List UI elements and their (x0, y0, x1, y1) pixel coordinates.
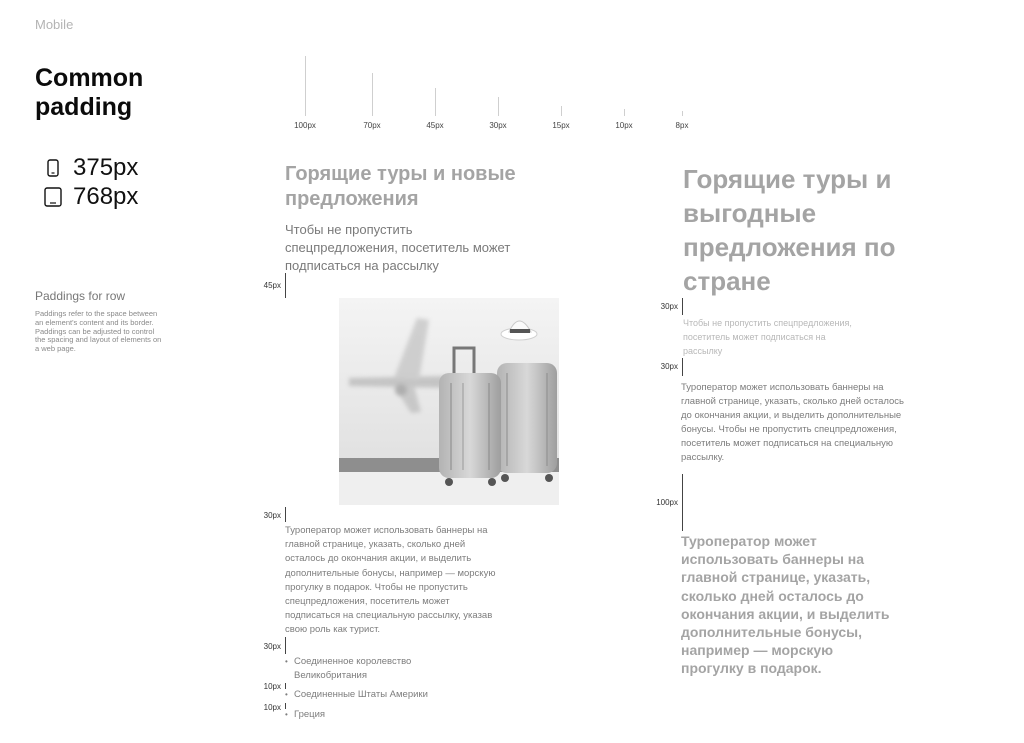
list-item (285, 708, 325, 722)
spacing-label: 10px (263, 682, 281, 691)
list-item-text: Соединенное королевство Великобритания (294, 656, 412, 681)
list-item (285, 688, 428, 702)
travel-suitcase-image (339, 298, 559, 505)
section-tag: Mobile (35, 17, 74, 32)
page-title: Common padding (35, 64, 144, 121)
spacing-marker (682, 358, 683, 376)
scale-label: 15px (552, 121, 570, 130)
tablet-large-text: Туроператор может использовать баннеры на главной странице, указать, сколько дней осталось до окончания акции, и выделить дополнительные бонусы, например — морскую прогулку в подарок. (681, 533, 890, 677)
spacing-marker (285, 507, 286, 522)
scale-label: 30px (489, 121, 507, 130)
scale-label: 8px (675, 121, 689, 130)
spacing-label: 30px (660, 362, 678, 371)
spacing-label: 30px (263, 642, 281, 651)
tablet-subheading: Чтобы не пропустить спецпредложения, посетитель может подписаться на рассылку (683, 318, 852, 356)
scale-label: 70px (363, 121, 381, 130)
scale-bar-30 (498, 97, 499, 116)
scale-bar-8 (682, 111, 683, 116)
spacing-label: 30px (263, 511, 281, 520)
scale-bar-70 (372, 73, 373, 116)
suitcase-illustration (339, 298, 559, 505)
scale-label: 45px (426, 121, 444, 130)
spacing-label: 100px (656, 498, 678, 507)
tablet-heading: Горящие туры и выгодные предложения по стране (683, 164, 896, 296)
tablet-icon (43, 187, 63, 207)
scale-bar-15 (561, 106, 562, 116)
spacing-label: 30px (660, 302, 678, 311)
spacing-marker (285, 637, 286, 654)
list-item (285, 655, 445, 683)
spacing-label: 45px (263, 281, 281, 290)
phone-icon (43, 158, 63, 178)
spacing-marker (682, 474, 683, 531)
spacing-marker (285, 273, 286, 298)
list-item-text: Соединенные Штаты Америки (294, 689, 428, 700)
scale-bar-45 (435, 88, 436, 116)
bullet-icon: • (285, 690, 288, 699)
bullet-icon: • (285, 657, 288, 666)
mobile-subheading: Чтобы не пропустить спецпредложения, посетитель может подписаться на рассылку (285, 222, 511, 273)
row-paddings-title: Paddings for row (35, 289, 126, 303)
spacing-label: 10px (263, 703, 281, 712)
scale-label: 100px (294, 121, 316, 130)
mobile-body-text: Туроператор может использовать баннеры на главной странице, указать, сколько дней осталось до окончания акции, и выделить дополнительные бонусы, например — морскую прогулку в подарок. Чтобы не пропустить спецпредложения, посетитель может подписаться на специальную рассылку, указав свою роль как турист. (285, 525, 496, 636)
scale-label: 10px (615, 121, 633, 130)
bullet-icon: • (285, 710, 288, 719)
row-paddings-description: Paddings refer to the space between an element's content and its border. Paddings can be adjusted to control the spacing and layout of elements on a web page. (35, 309, 162, 354)
mobile-heading: Горящие туры и новые предложения (285, 163, 516, 210)
spacing-marker (682, 298, 683, 315)
device-size-mobile (43, 154, 138, 182)
device-size-label: 768px (73, 183, 139, 210)
device-size-tablet (43, 183, 138, 211)
scale-bar-100 (305, 56, 306, 116)
device-size-label: 375px (73, 154, 139, 181)
scale-bar-10 (624, 109, 625, 116)
list-item-text: Греция (294, 709, 326, 720)
tablet-body-text: Туроператор может использовать баннеры на главной странице, указать, сколько дней осталось до окончания акции, и выделить дополнительные бонусы. Чтобы не пропустить спецпредложения, посетитель может подписаться на специальную рассылку. (681, 382, 905, 463)
